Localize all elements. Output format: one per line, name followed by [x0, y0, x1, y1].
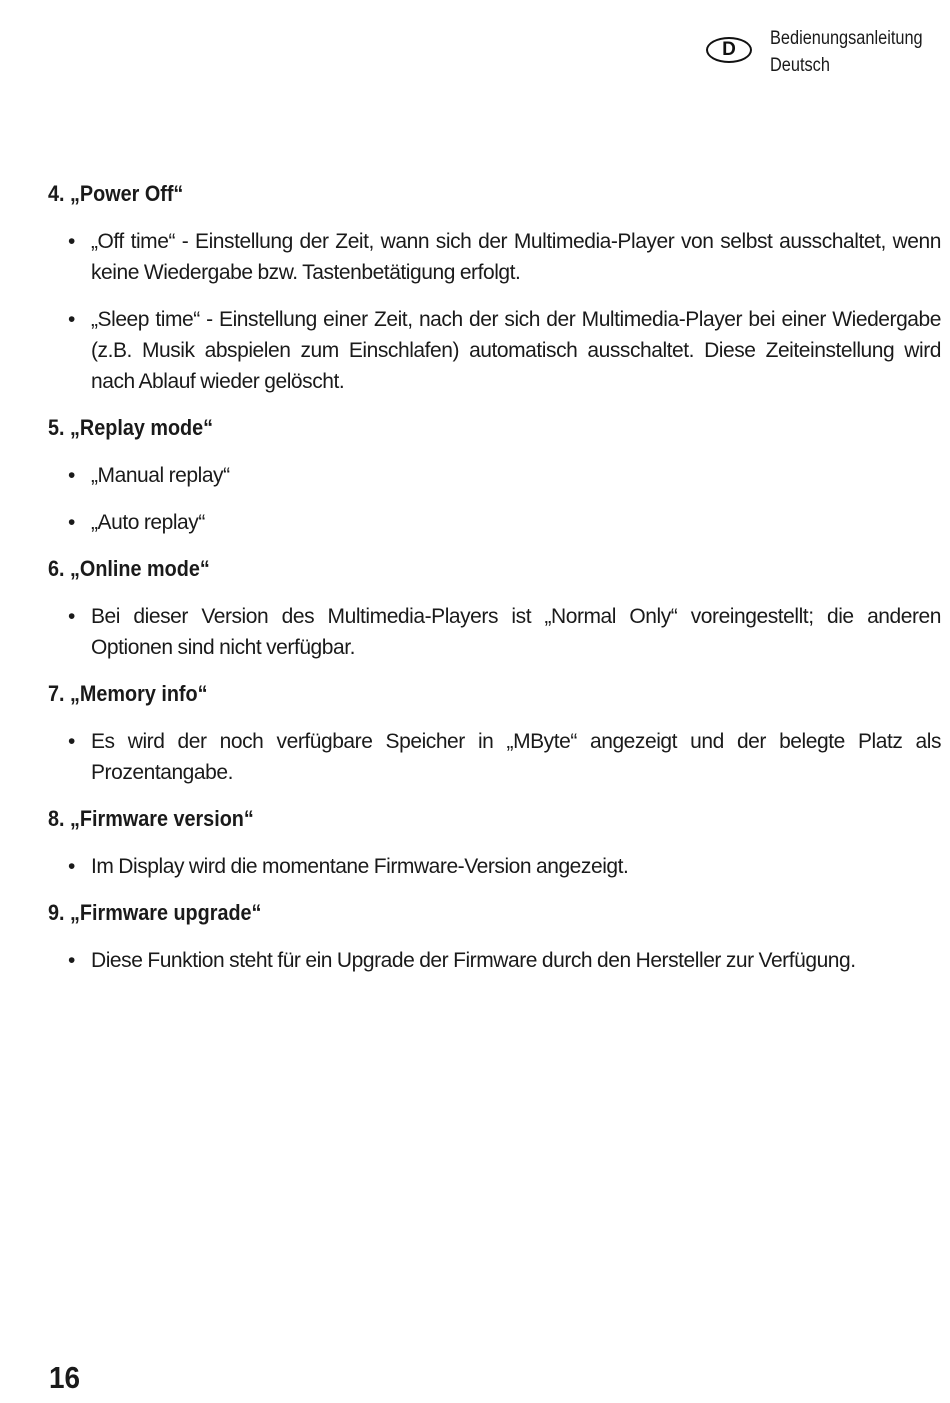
list-item: • „Sleep time“ - Einstellung einer Zeit, nach der sich der Multimedia-Player bei einer Wiedergabe (z.B. Musik abspielen zum Einschlafen) automatisch ausschaltet. Diese Zeiteinstellung wird nach Ablauf wieder gelöscht.	[48, 304, 941, 397]
section-power-off	[48, 179, 941, 397]
bullet-list	[48, 945, 941, 976]
list-item: • „Off time“ - Einstellung der Zeit, wann sich der Multimedia-Player von selbst ausschaltet, wenn keine Wiedergabe bzw. Tastenbetätigung erfolgt.	[48, 226, 941, 288]
section-title: 6. „Online mode“	[48, 556, 210, 581]
manual-title: Bedienungsanleitung	[770, 28, 923, 49]
bullet-list	[48, 851, 941, 882]
section-online-mode	[48, 554, 941, 663]
list-item: • „Manual replay“	[48, 460, 941, 491]
section-replay-mode	[48, 413, 941, 538]
list-item: • Es wird der noch verfügbare Speicher in „MByte“ angezeigt und der belegte Platz als Prozentangabe.	[48, 726, 941, 788]
page-header	[706, 25, 946, 79]
section-title: 7. „Memory info“	[48, 681, 208, 706]
section-memory-info	[48, 679, 941, 788]
document-body	[48, 179, 941, 992]
section-firmware-upgrade	[48, 898, 941, 976]
bullet-list	[48, 226, 941, 397]
header-text	[770, 25, 923, 79]
list-item: • Diese Funktion steht für ein Upgrade der Firmware durch den Hersteller zur Verfügung.	[48, 945, 941, 976]
page-number: 16	[49, 1360, 81, 1395]
section-title: 8. „Firmware version“	[48, 806, 254, 831]
section-title: 9. „Firmware upgrade“	[48, 900, 262, 925]
list-item: • Bei dieser Version des Multimedia-Players ist „Normal Only“ voreingestellt; die anderen Optionen sind nicht verfügbar.	[48, 601, 941, 663]
language-badge: D	[706, 37, 752, 63]
manual-language: Deutsch	[770, 55, 830, 76]
bullet-list	[48, 726, 941, 788]
bullet-list	[48, 460, 941, 538]
section-firmware-version	[48, 804, 941, 882]
section-title: 4. „Power Off“	[48, 181, 184, 206]
list-item: • „Auto replay“	[48, 507, 941, 538]
bullet-list	[48, 601, 941, 663]
section-title: 5. „Replay mode“	[48, 415, 214, 440]
list-item: • Im Display wird die momentane Firmware-Version angezeigt.	[48, 851, 941, 882]
